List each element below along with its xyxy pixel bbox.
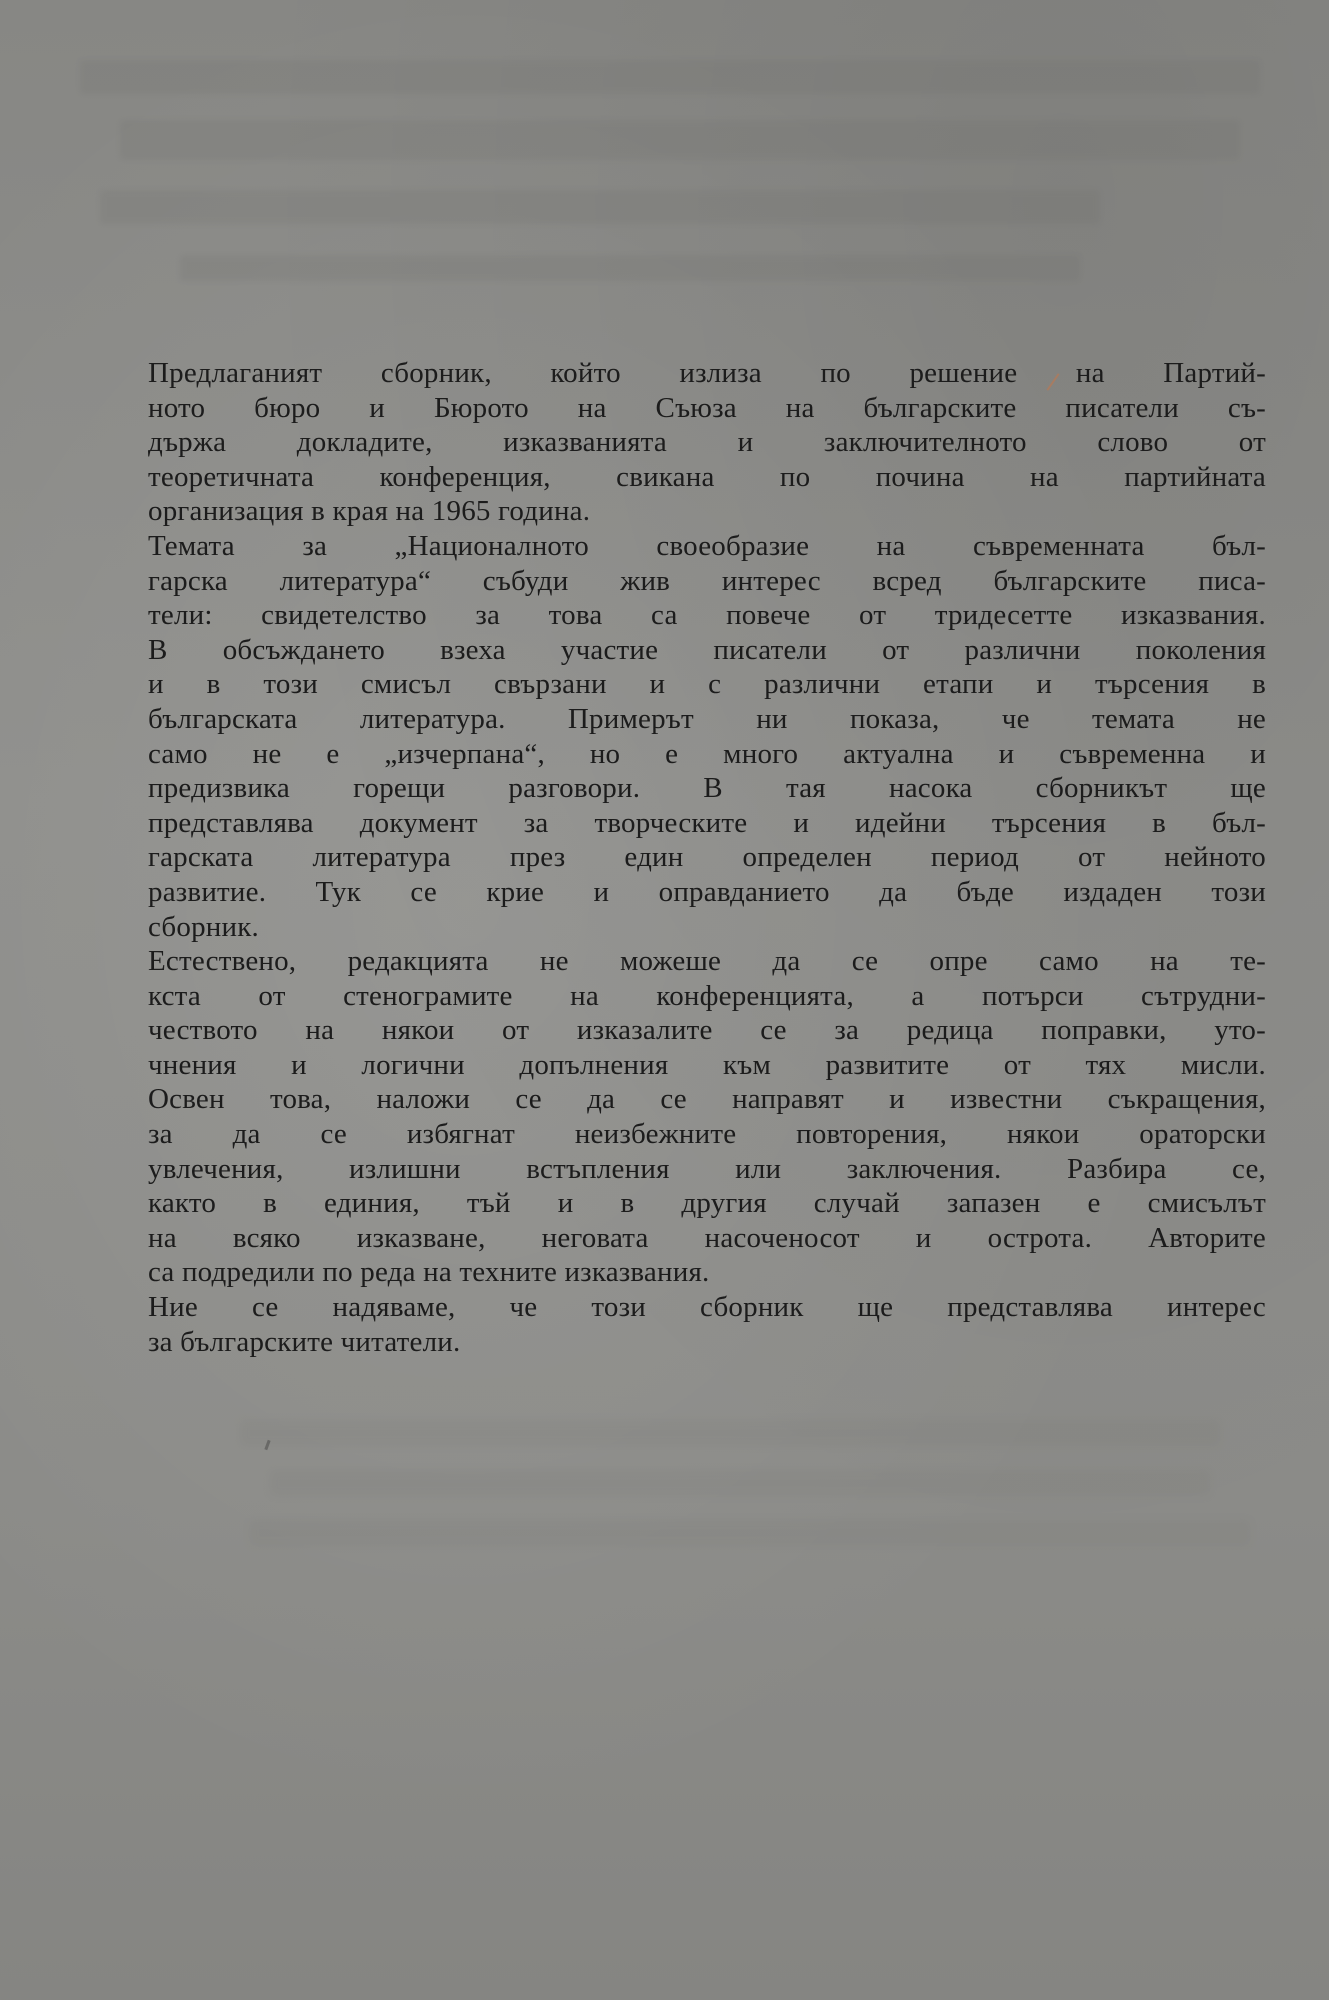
text-line: В обсъждането взеха участие писатели от различни поколения: [148, 633, 1266, 666]
text-line: гарската литература през един определен период от нейното: [148, 841, 1266, 874]
text-line: за да се избягнат неизбежните повторения, някои ораторски: [148, 1118, 1266, 1151]
paragraph-1: [148, 356, 1266, 529]
text-line: ното бюро и Бюрото на Съюза на българските писатели съ-: [148, 391, 1266, 424]
text-line: Освен това, наложи се да се направят и известни съкращения,: [148, 1083, 1266, 1116]
text-line: гарска литература“ събуди жив интерес всред българските писа-: [148, 564, 1266, 597]
text-line: са подредили по реда на техните изказвания.: [148, 1256, 710, 1289]
text-line: чнения и логични допълнения към развитите от тях мисли.: [148, 1048, 1266, 1081]
text-line: кста от стенограмите на конференцията, а потърси сътрудни-: [148, 979, 1266, 1012]
paragraph-2: [148, 529, 1266, 944]
text-line: организация в края на 1965 година.: [148, 495, 591, 528]
text-line: Предлаганият сборник, който излиза по решение на Партий-: [148, 357, 1266, 389]
text-line: сборник.: [148, 910, 259, 943]
bleed-through-text-lower: [240, 1420, 1280, 1560]
text-line: представлява документ за творческите и идейни търсения в бъл-: [148, 806, 1266, 839]
text-line: държа докладите, изказванията и заключителното слово от: [148, 426, 1266, 459]
text-line: българската литература. Примерът ни показа, че темата не: [148, 702, 1266, 735]
paragraph-3: [148, 944, 1266, 1290]
text-line: на всяко изказване, неговата насоченосот и острота. Авторите: [148, 1221, 1266, 1254]
text-line: само не е „изчерпана“, но е много актуална и съвременна и: [148, 737, 1266, 770]
text-line: и в този смисъл свързани и с различни етапи и търсения в: [148, 668, 1266, 701]
text-line: Темата за „Националното своеобразие на съвременната бъл-: [148, 529, 1266, 562]
paragraph-4: [148, 1290, 1266, 1359]
text-line: предизвика горещи разговори. В тая насока сборникът ще: [148, 772, 1266, 805]
text-line: чеството на някои от изказалите се за редица поправки, уто-: [148, 1014, 1266, 1047]
text-line: както в единия, тъй и в другия случай запазен е смисълът: [148, 1187, 1266, 1220]
preface-text: [148, 356, 1266, 1359]
text-line: Ние се надяваме, че този сборник ще представлява интерес: [148, 1291, 1266, 1324]
bleed-through-text: [60, 50, 1300, 310]
text-line: увлечения, излишни встъпления или заключения. Разбира се,: [148, 1152, 1266, 1185]
text-line: за българските читатели.: [148, 1325, 461, 1358]
text-line: развитие. Тук се крие и оправданието да бъде издаден този: [148, 875, 1266, 908]
text-line: тели: свидетелство за това са повече от тридесетте изказвания.: [148, 599, 1266, 632]
text-line: Естествено, редакцията не можеше да се опре само на те-: [148, 945, 1266, 978]
text-line: теоретичната конференция, свикана по почина на партийната: [148, 460, 1266, 493]
